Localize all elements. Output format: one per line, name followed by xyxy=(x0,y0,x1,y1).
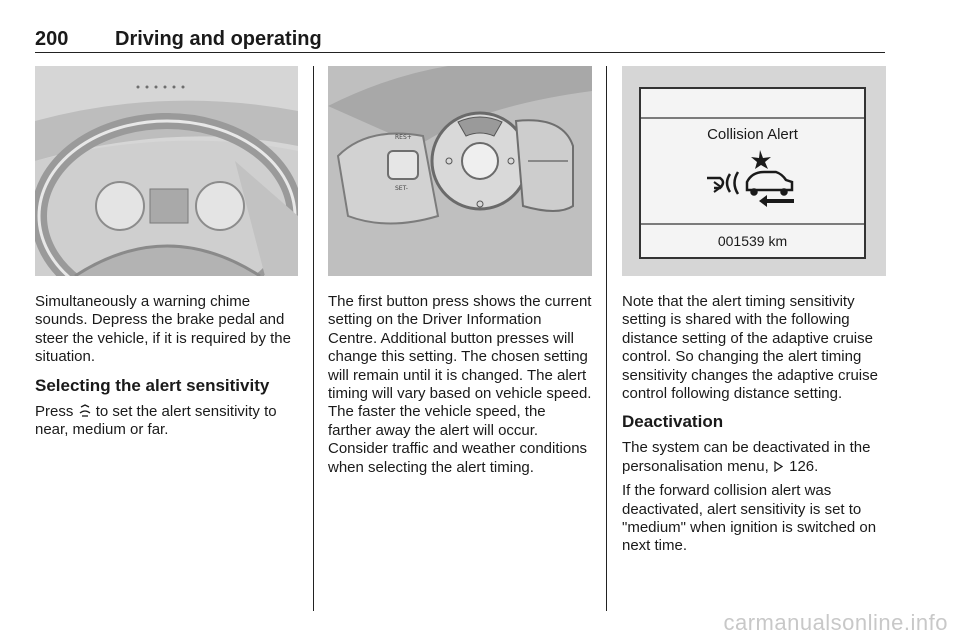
page-header xyxy=(35,28,885,53)
display-odometer: 001539 km xyxy=(717,233,788,249)
heading-alert-sensitivity: Selecting the alert sensitivity xyxy=(35,375,270,395)
paragraph: The system can be deactivated in the personalisation menu, 126. xyxy=(622,439,871,475)
paragraph: Press to set the alert sensitivity to near, medium or far. xyxy=(35,402,277,439)
section-title: Driving and operating xyxy=(115,28,322,50)
column-3 xyxy=(622,66,886,556)
column-1 xyxy=(35,66,298,439)
page-reference-link[interactable]: 126. xyxy=(789,457,819,475)
column-divider xyxy=(313,66,314,611)
driver-information-display xyxy=(622,66,886,276)
button-label-bottom: SET- xyxy=(395,185,408,192)
steering-wheel-buttons-illustration xyxy=(328,66,592,276)
page-reference-arrow-icon xyxy=(774,461,783,472)
watermark: carmanualsonline.info xyxy=(723,610,948,635)
paragraph: Note that the alert timing sensitivity setting is shared with the following distance setting of the adaptive cruise control. So changing the alert timing sensitivity changes the adaptive cruise control following distance setting. xyxy=(622,293,878,403)
paragraph: If the forward collision alert was deactivated, alert sensitivity is set to "medium" when ignition is switched on next time. xyxy=(622,482,877,555)
paragraph: The first button press shows the current setting on the Driver Information Centre. Additional button presses will change this setting. The chosen setting will remain until it is changed. The alert timing will vary based on vehicle speed. The faster the vehicle speed, the farther away the alert will occur. Consider traffic and weather conditions when selecting the alert timing. xyxy=(328,293,592,476)
display-title: Collision Alert xyxy=(707,126,798,143)
paragraph: Simultaneously a warning chime sounds. Depress the brake pedal and steer the vehicle, if it is required by the situation. xyxy=(35,293,291,366)
column-2 xyxy=(328,66,592,477)
button-label-top: RES+ xyxy=(395,134,412,141)
alert-sensitivity-icon xyxy=(78,404,92,417)
heading-deactivation: Deactivation xyxy=(622,412,724,432)
column-divider xyxy=(606,66,607,611)
steering-wheel-dashboard-illustration xyxy=(35,66,298,276)
page-number: 200 xyxy=(35,28,69,50)
